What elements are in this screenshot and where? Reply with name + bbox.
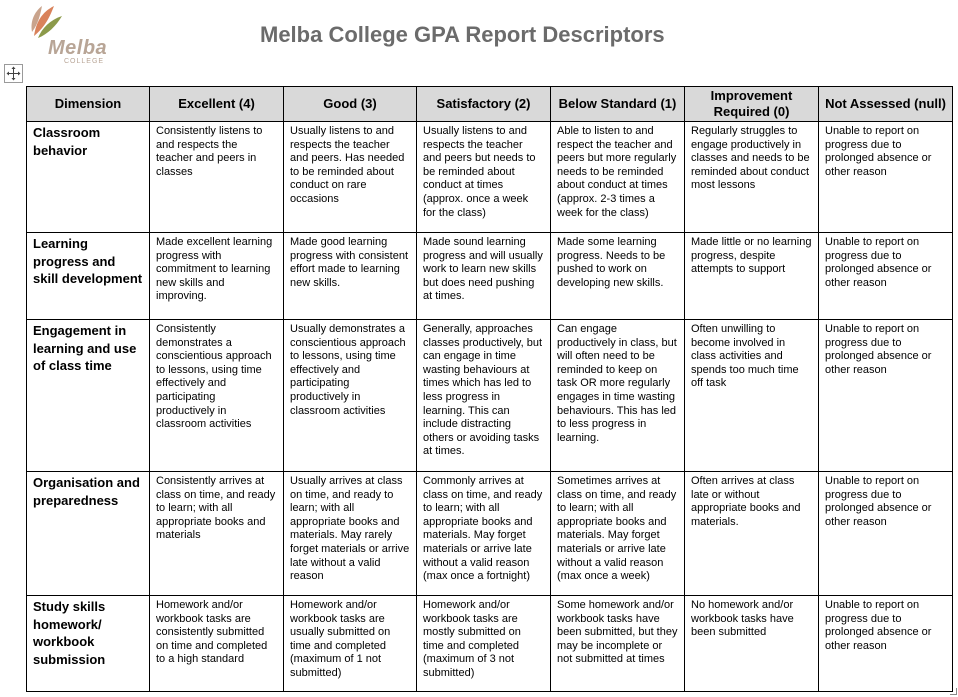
dimension-cell: Organisation and preparedness xyxy=(27,472,150,596)
descriptor-cell: Can engage productively in class, but will often need to be reminded to keep on task OR more regularly engages in time wasting behaviours. This has led to less progress in learning. xyxy=(551,320,685,472)
descriptor-cell: Usually listens to and respects the teacher and peers but needs to be reminded about conduct at times (approx. once a week for the class) xyxy=(417,122,551,233)
descriptor-cell: Made little or no learning progress, despite attempts to support xyxy=(685,233,819,320)
table-row xyxy=(27,320,953,472)
descriptor-cell: Some homework and/or workbook tasks have been submitted, but they may be incomplete or not submitted at times xyxy=(551,596,685,692)
descriptor-cell: Usually demonstrates a conscientious approach to lessons, using time effectively and participating productively in classroom activities xyxy=(284,320,417,472)
dimension-cell: Engagement in learning and use of class time xyxy=(27,320,150,472)
descriptor-cell: Consistently demonstrates a conscientious approach to lessons, using time effectively and participating productively in classroom activities xyxy=(150,320,284,472)
logo-subtitle: COLLEGE xyxy=(64,58,105,65)
descriptor-cell: Usually arrives at class on time, and ready to learn; with all appropriate books and materials. May rarely forget materials or arrive late without a valid reason xyxy=(284,472,417,596)
descriptor-cell: Able to listen to and respect the teacher and peers but more regularly needs to be reminded about conduct at times (approx. 2-3 times a week for the class) xyxy=(551,122,685,233)
descriptor-cell: Made some learning progress. Needs to be pushed to work on developing new skills. xyxy=(551,233,685,320)
page-title: Melba College GPA Report Descriptors xyxy=(260,22,665,47)
descriptor-cell: Unable to report on progress due to prolonged absence or other reason xyxy=(819,596,953,692)
header-satisfactory: Satisfactory (2) xyxy=(417,87,551,122)
table-move-handle[interactable] xyxy=(4,64,23,83)
leaf-emblem-icon xyxy=(28,2,68,42)
descriptor-cell: Often arrives at class late or without appropriate books and materials. xyxy=(685,472,819,596)
header-below-standard: Below Standard (1) xyxy=(551,87,685,122)
descriptor-cell: Often unwilling to become involved in class activities and spends too much time off task xyxy=(685,320,819,472)
table-row xyxy=(27,472,953,596)
descriptor-cell: Made good learning progress with consistent effort made to learning new skills. xyxy=(284,233,417,320)
college-logo xyxy=(28,2,118,68)
descriptor-cell: Unable to report on progress due to prolonged absence or other reason xyxy=(819,122,953,233)
dimension-cell: Study skills homework/ workbook submission xyxy=(27,596,150,692)
header-good: Good (3) xyxy=(284,87,417,122)
move-arrows-icon xyxy=(5,65,22,82)
header-not-assessed: Not Assessed (null) xyxy=(819,87,953,122)
descriptor-cell: Unable to report on progress due to prolonged absence or other reason xyxy=(819,472,953,596)
descriptor-cell: Made sound learning progress and will usually work to learn new skills but does need pushing at times. xyxy=(417,233,551,320)
descriptor-cell: Homework and/or workbook tasks are usually submitted on time and completed (maximum of 1 not submitted) xyxy=(284,596,417,692)
descriptor-cell: Consistently arrives at class on time, and ready to learn; with all appropriate books and materials xyxy=(150,472,284,596)
descriptor-cell: Homework and/or workbook tasks are consistently submitted on time and completed to a high standard xyxy=(150,596,284,692)
descriptor-cell: Made excellent learning progress with commitment to learning new skills and improving. xyxy=(150,233,284,320)
dimension-cell: Learning progress and skill development xyxy=(27,233,150,320)
table-row xyxy=(27,596,953,692)
descriptor-cell: Regularly struggles to engage productively in classes and needs to be reminded about conduct most lessons xyxy=(685,122,819,233)
descriptor-cell: Homework and/or workbook tasks are mostly submitted on time and completed (maximum of 3 not submitted) xyxy=(417,596,551,692)
gpa-descriptor-table xyxy=(26,86,953,692)
header-excellent: Excellent (4) xyxy=(150,87,284,122)
table-row xyxy=(27,233,953,320)
table-resize-handle[interactable] xyxy=(950,688,957,695)
descriptor-cell: Sometimes arrives at class on time, and ready to learn; with all appropriate books and materials. May forget materials or arrive late without a valid reason (max once a week) xyxy=(551,472,685,596)
descriptor-cell: Unable to report on progress due to prolonged absence or other reason xyxy=(819,320,953,472)
table-row xyxy=(27,122,953,233)
header-row xyxy=(27,87,953,122)
header-dimension: Dimension xyxy=(27,87,150,122)
descriptor-cell: Usually listens to and respects the teacher and peers. Has needed to be reminded about conduct on rare occasions xyxy=(284,122,417,233)
descriptor-cell: Unable to report on progress due to prolonged absence or other reason xyxy=(819,233,953,320)
logo-wordmark: Melba xyxy=(48,37,108,59)
descriptor-cell: Generally, approaches classes productively, but can engage in time wasting behaviours at times which has led to less progress in learning. This can include distracting others or avoiding tasks at times. xyxy=(417,320,551,472)
descriptor-cell: No homework and/or workbook tasks have been submitted xyxy=(685,596,819,692)
descriptor-cell: Commonly arrives at class on time, and ready to learn; with all appropriate books and materials. May forget materials or arrive late without a valid reason (max once a fortnight) xyxy=(417,472,551,596)
dimension-cell: Classroom behavior xyxy=(27,122,150,233)
descriptor-cell: Consistently listens to and respects the teacher and peers in classes xyxy=(150,122,284,233)
header-improvement-required: Improvement Required (0) xyxy=(685,87,819,122)
